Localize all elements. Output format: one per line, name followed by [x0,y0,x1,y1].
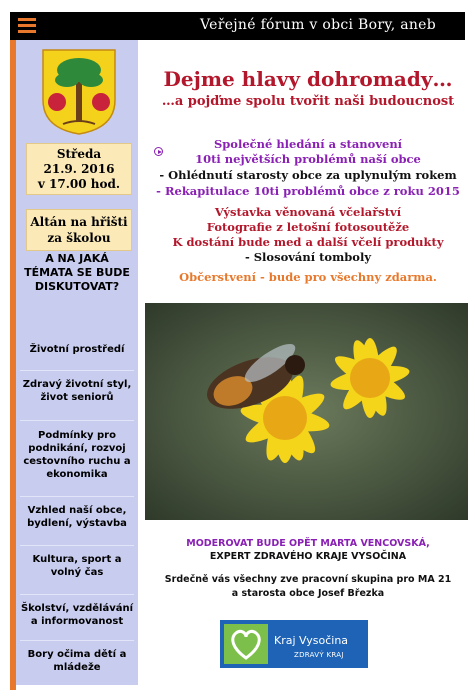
program-line: - Slosování tomboly [244,250,372,264]
bee-on-yellow-flower-photo [145,303,468,520]
program-line: 10ti největších problémů naší obce [195,152,421,166]
sidebar-divider [20,420,134,421]
sidebar-topic-line: Bory očima dětí a [27,649,127,660]
sidebar-topic-line: mládeže [53,662,101,673]
event-place-box [26,209,132,251]
sidebar-topic-line: Vzhled naší obce, [27,505,127,516]
sidebar-topic-line: Školství, vzdělávání [20,603,134,614]
sidebar [16,40,138,685]
header-title: Veřejné fórum v obci Bory, aneb [200,17,437,33]
event-date-box [26,143,132,195]
sidebar-topic [18,648,136,674]
sidebar-topic [18,553,136,579]
topics-question-line3: DISKUTOVAT? [34,280,120,293]
sidebar-divider [20,640,134,641]
moderator-line1: MODEROVAT BUDE OPĚT MARTA VENCOVSKÁ, [186,538,430,549]
hamburger-menu-icon[interactable] [18,15,36,37]
event-place-line1: Altán na hřišti [30,215,128,229]
moderator-line2: EXPERT ZDRAVÉHO KRAJE VYSOČINA [209,551,407,562]
sidebar-topic [18,429,136,481]
sidebar-topic-line: Životní prostředí [29,344,125,355]
sidebar-topic-line: a informovanost [30,616,124,627]
program-line: - Rekapitulace 10ti problémů obce z roku 2015 [156,184,460,198]
sidebar-divider [20,545,134,546]
sidebar-topic-line: Zdravý životní styl, [22,379,132,390]
event-date: 21.9. 2016 [43,162,115,176]
headline: Dejme hlavy dohromady… [163,67,453,91]
sidebar-topic-line: volný čas [50,567,104,578]
topics-question [18,252,136,294]
invite-line1: Srdečně vás všechny zve pracovní skupina pro MA 21 [164,574,452,585]
sidebar-topic [18,343,136,356]
program-line: Výstavka věnovaná včelařství [214,205,402,219]
sidebar-topic-line: ekonomika [46,469,108,480]
program-line: Fotografie z letošní fotosoutěže [206,220,410,234]
refreshment-note: Občerstvení - bude pro všechny zdarma. [179,270,437,284]
program-line: Společné hledání a stanovení [213,137,403,151]
subheadline: …a pojďme spolu tvořit naši budoucnost [161,94,455,109]
logo-text: Kraj Vysočina [274,634,349,647]
topics-question-line2: TÉMATA SE BUDE [24,266,130,279]
event-day: Středa [56,147,102,161]
program-line: K dostání bude med a další včelí produkty [172,235,444,249]
event-place-line2: za školou [47,231,111,245]
header-bar [10,12,465,40]
sidebar-topic-line: cestovního ruchu a [23,456,131,467]
sidebar-divider [20,594,134,595]
sidebar-topic-line: podnikání, rozvoj [28,443,126,454]
program-line: - Ohlédnutí starosty obce za uplynulým rokem [159,168,457,182]
sidebar-topic [18,602,136,628]
invite-line2: a starosta obce Josef Březka [231,588,385,599]
kraj-vysocina-logo [220,620,368,668]
sidebar-topic-line: Kultura, sport a [32,554,122,565]
sidebar-topic-line: život seniorů [40,392,114,403]
sidebar-topic [18,378,136,404]
event-time: v 17.00 hod. [37,177,121,191]
heart-icon [224,624,268,664]
sidebar-topic-line: Podmínky pro [38,430,116,441]
topics-question-line1: A NA JAKÁ [45,252,109,265]
sidebar-topic [18,504,136,530]
logo-subtext: ZDRAVÝ KRAJ [294,651,344,659]
sidebar-divider [20,496,134,497]
coat-of-arms-icon [41,48,117,136]
sidebar-divider [20,370,134,371]
sidebar-topic-line: bydlení, výstavba [27,518,127,529]
